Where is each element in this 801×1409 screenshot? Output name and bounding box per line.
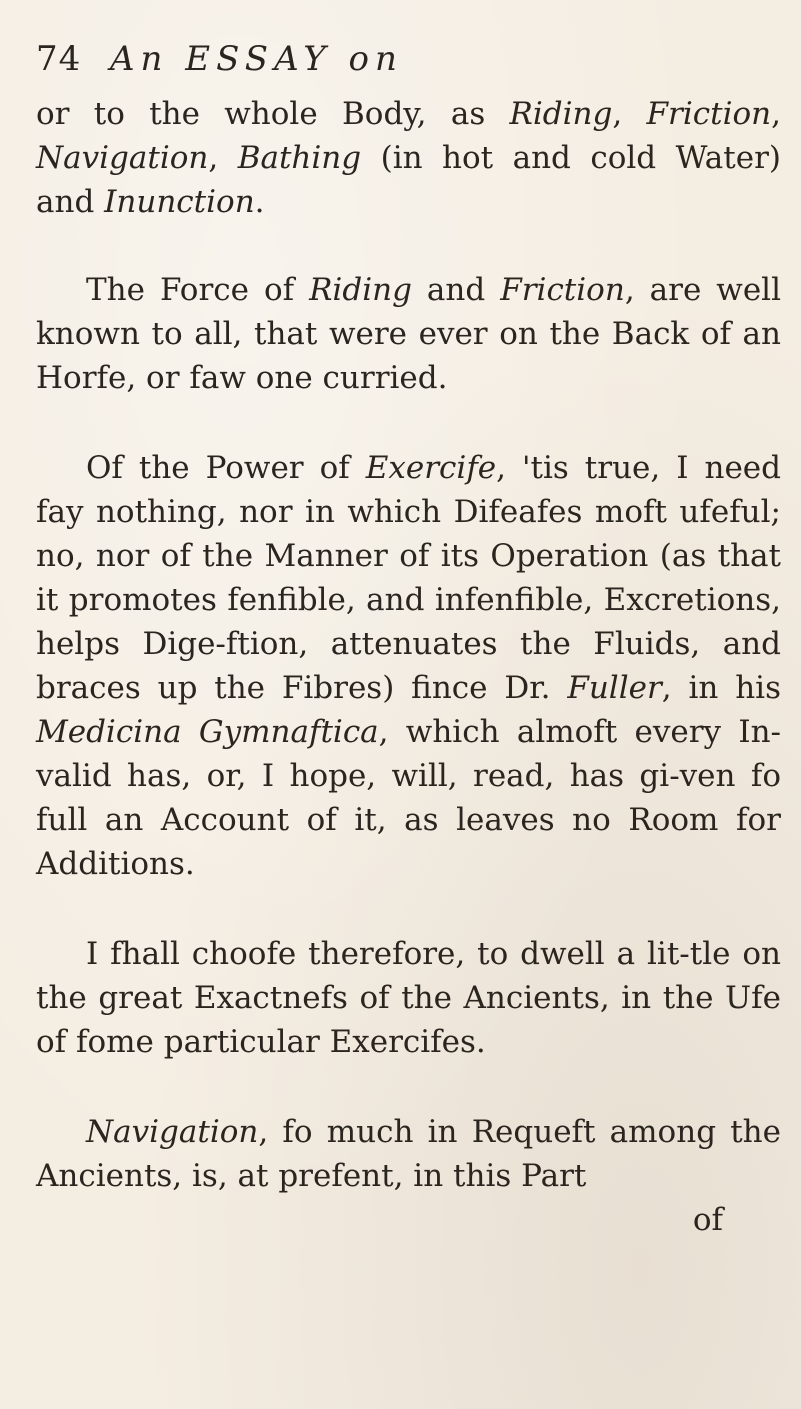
- text-run: The Force of: [86, 272, 310, 308]
- text-run: ,: [771, 96, 781, 132]
- text-run: ,: [612, 96, 647, 132]
- paragraph-5: [36, 1110, 781, 1198]
- running-title: An ESSAY on: [110, 39, 403, 79]
- text-run: , fo much in Requeft among the Ancients, is, at prefent, in this Part: [36, 1114, 781, 1194]
- italic-term: Riding: [309, 272, 412, 308]
- paragraph-2: [36, 268, 781, 400]
- italic-term: Fuller: [567, 670, 662, 706]
- text-run: or to the whole Body, as: [36, 96, 510, 132]
- text-run: , in his: [661, 670, 781, 706]
- italic-term: Navigation: [36, 140, 209, 176]
- body-text: [36, 92, 781, 1198]
- paragraph-1: [36, 92, 781, 224]
- italic-term: Friction: [646, 96, 772, 132]
- italic-term: Inunction: [104, 184, 255, 220]
- text-run: I fhall choofe therefore, to dwell a lit-tle on the great Exactnefs of the Ancients, in the Ufe of fome particular Exercifes.: [36, 936, 781, 1060]
- italic-term: Navigation: [86, 1114, 259, 1150]
- italic-term: Medicina Gymnaftica: [36, 714, 379, 750]
- text-run: , are well known to all, that were ever on the Back of an Horfe, or faw one curried.: [36, 272, 781, 396]
- text-run: ,: [208, 140, 238, 176]
- paragraph-3: [36, 446, 781, 886]
- catchword: of: [692, 1202, 723, 1238]
- italic-term: Riding: [509, 96, 613, 132]
- running-head: [36, 28, 781, 90]
- book-page: [36, 28, 781, 1242]
- italic-term: Friction: [500, 272, 625, 308]
- italic-term: Exercife: [365, 450, 497, 486]
- text-run: Of the Power of: [86, 450, 366, 486]
- italic-term: Bathing: [237, 140, 362, 176]
- paragraph-4: [36, 932, 781, 1064]
- text-run: .: [254, 184, 265, 220]
- text-run: , which almoft every In-valid has, or, I hope, will, read, has gi-ven fo full an Account of it, as leaves no Room for Additions.: [36, 714, 782, 882]
- text-run: (in hot and cold Water) and: [36, 140, 781, 220]
- text-run: and: [411, 272, 501, 308]
- page-number: 74: [36, 39, 82, 79]
- text-run: , 'tis true, I need fay nothing, nor in which Difeafes moft ufeful; no, nor of the Manner of its Operation (as that it promotes fenfible, and infenfible, Excretions, helps Dige-ftion, attenuates the Fluids, and braces up the Fibres) fince Dr.: [36, 450, 781, 706]
